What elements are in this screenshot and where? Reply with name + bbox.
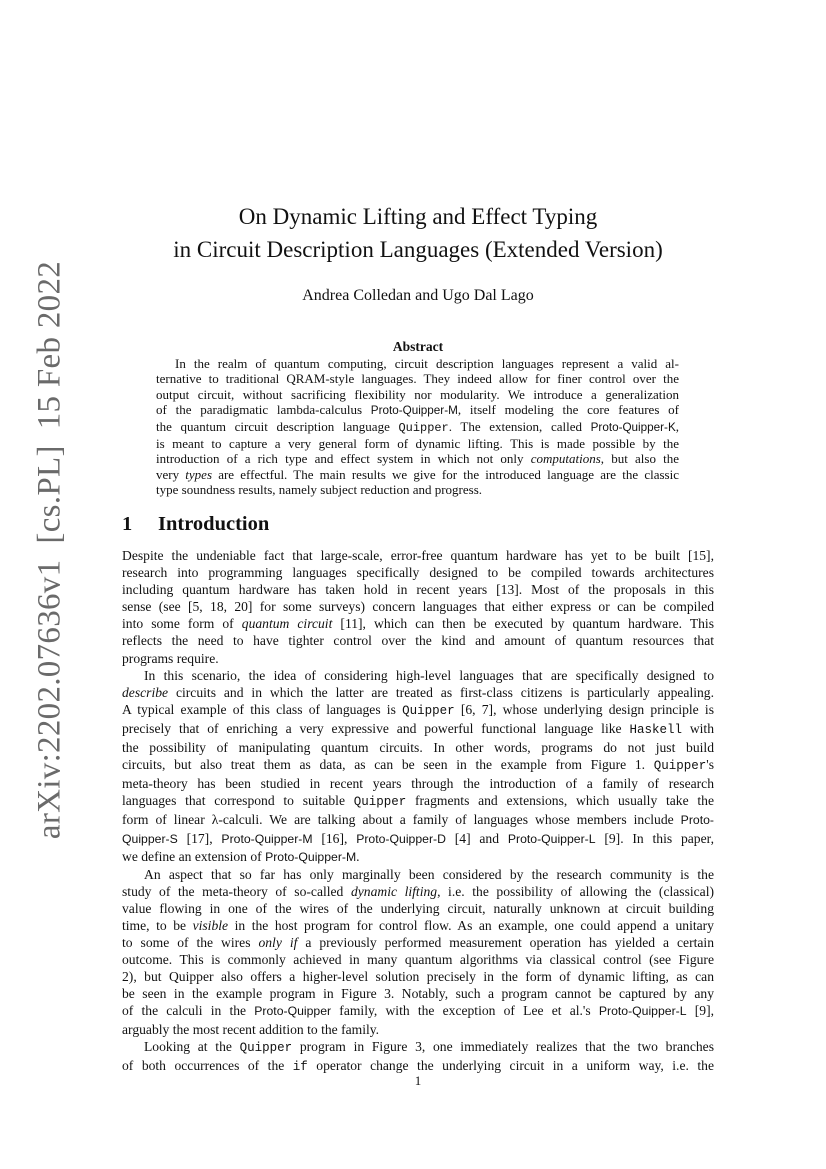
section-title: Introduction [158, 513, 270, 535]
paragraph-4 [122, 1038, 714, 1076]
text-line: the possibility of manipulating quantum circuits. In other words, programs do not just build [122, 740, 714, 756]
text-line: circuits, but also treat them as data, as can be seen in the example from Figure 1. Quipper's [122, 757, 714, 774]
text-line: languages that correspond to suitable Quipper fragments and extensions, which usually take the [122, 793, 714, 810]
text-line: arguably the most recent addition to the family. [122, 1021, 380, 1037]
text-line: time, to be visible in the host program for control flow. As an example, one could append a unitary [122, 917, 714, 933]
abstract-line: type soundness results, namely subject reduction and progress. [156, 482, 483, 498]
text-line: describe circuits and in which the latter are treated as first-class citizens is particularly appealing. [122, 684, 714, 700]
text-line: sense (see [5, 18, 20] for some surveys) concern languages that either express or can be compiled [122, 599, 714, 615]
text-line: into some form of quantum circuit [11], which can then be executed by quantum hardware. This [122, 616, 714, 632]
text-line: Looking at the Quipper program in Figure 3, one immediately realizes that the two branches [144, 1038, 714, 1055]
text-line: to some of the wires only if a previously performed measurement operation has yielded a certain [122, 935, 714, 951]
text-line: meta-theory has been studied in recent years through the introduction of a family of research [122, 776, 714, 792]
abstract-line: the quantum circuit description language Quipper. The extension, called Proto-Quipper-K, [156, 418, 679, 435]
text-line: In this scenario, the idea of considering high-level languages that are specifically designed to [144, 667, 714, 683]
authors: Andrea Colledan and Ugo Dal Lago [302, 287, 534, 304]
calculus-name: Proto-Quipper-M [370, 404, 458, 418]
text-line: including quantum hardware has taken hold in recent years [13]. Most of the proposals in this [122, 582, 714, 598]
text-line: of the calculi in the Proto-Quipper family, with the exception of Lee et al.'s Proto-Quipper-L [9], [122, 1003, 714, 1019]
text-line: of both occurrences of the if operator change the underlying circuit in a uniform way, i.e. the [122, 1057, 714, 1074]
text-line: study of the meta-theory of so-called dynamic lifting, i.e. the possibility of allowing the (classical) [122, 883, 715, 899]
text-line: form of linear λ-calculi. We are talking about a family of languages whose members include Proto- [122, 812, 714, 828]
paragraph-3 [122, 866, 714, 1038]
text-line: value flowing in one of the wires of the underlying circuit, naturally unknown at circuit building [122, 900, 714, 916]
text-line: precisely that of enriching a very expressive and powerful functional language like Haskell with [122, 720, 714, 737]
arxiv-category: [cs.PL] [31, 445, 68, 544]
abstract-line: ternative to traditional QRAM-style languages. They indeed allow for finer control over the [156, 371, 679, 387]
title-line-1: On Dynamic Lifting and Effect Typing [238, 204, 598, 229]
text-line: Despite the undeniable fact that large-scale, error-free quantum hardware has yet to be built [15], [122, 548, 714, 563]
text-line: be seen in the example program in Figure 3. Notably, such a program cannot be captured by any [122, 986, 714, 1002]
abstract-line: In the realm of quantum computing, circuit description languages represent a valid al- [175, 356, 679, 371]
text-line: 2), but Quipper also offers a higher-level solution precisely in the form of dynamic lifting, as can [122, 969, 714, 985]
abstract-text [156, 356, 679, 498]
title-line-2: in Circuit Description Languages (Extended Version) [173, 237, 663, 262]
arxiv-date: 15 Feb 2022 [31, 260, 68, 430]
abstract-line: output circuit, without sacrificing flexibility nor modularity. We introduce a generalization [156, 386, 679, 402]
language-name: Quipper [398, 420, 449, 435]
abstract-line: introduction of a rich type and effect system in which not only computations, but also the [156, 451, 680, 467]
calculus-name: Proto-Quipper-K [590, 420, 676, 434]
abstract-line: is meant to capture a very general form of dynamic lifting. This is made possible by the [156, 436, 679, 452]
paragraph-1 [122, 547, 714, 667]
arxiv-identifier-stamp [32, 261, 69, 839]
paragraph-2 [122, 667, 714, 866]
text-line: An aspect that so far has only marginally been considered by the research community is the [144, 866, 714, 882]
text-line: we define an extension of Proto-Quipper-M. [122, 848, 360, 864]
abstract-heading: Abstract [392, 339, 444, 354]
paper-title [100, 200, 736, 266]
text-line: outcome. This is commonly achieved in many quantum algorithms via classical control (see Figure [122, 952, 714, 968]
body-text [122, 547, 714, 1076]
text-line: Quipper-S [17], Proto-Quipper-M [16], Proto-Quipper-D [4] and Proto-Quipper-L [9]. In this paper, [122, 830, 715, 846]
arxiv-id: arXiv:2202.07636v1 [31, 559, 68, 840]
text-line: research into programming languages specifically designed to be compiled towards architectures [122, 565, 714, 581]
section-heading-introduction [122, 513, 269, 536]
text-line: A typical example of this class of languages is Quipper [6, 7], whose underlying design principle is [122, 701, 714, 718]
text-line: programs require. [122, 650, 219, 666]
abstract-line: of the paradigmatic lambda-calculus Proto-Quipper-M, itself modeling the core features of [156, 402, 679, 418]
page-number: 1 [414, 1073, 422, 1088]
section-number: 1 [122, 513, 133, 535]
abstract-line: very types are effectful. The main results we give for the introduced language are the classic [156, 466, 679, 482]
text-line: reflects the need to have tighter control over the kind and amount of quantum resources that [122, 633, 714, 649]
